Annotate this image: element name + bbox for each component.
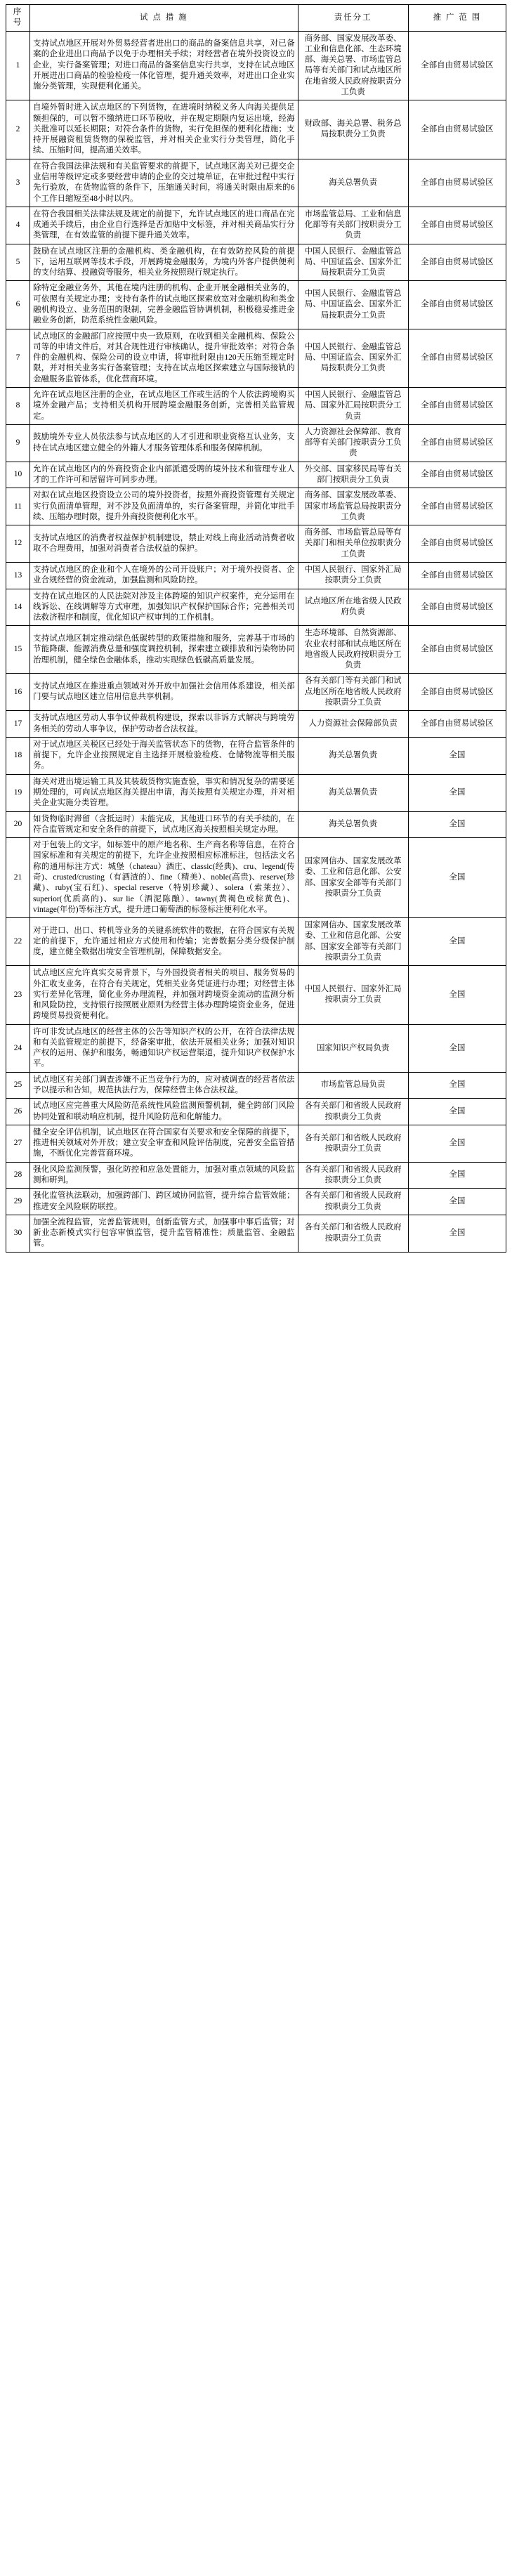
row-responsibility: 国家知识产权局负责 xyxy=(298,1024,408,1072)
row-responsibility: 市场监管总局负责 xyxy=(298,1072,408,1099)
row-measure: 在符合我国法律法规和有关监管要求的前提下，试点地区海关对已提交企业信用等级评定或多要经营申请的企业的交过境单证，在审批过程中实行先行验放，在货物监管的条件下，压缩通关时间，将通关时限由原来的6个工作日缩短至48小时以内。 xyxy=(30,159,298,207)
row-responsibility: 人力资源社会保障部、教育部等有关部门按职责分工负责 xyxy=(298,424,408,462)
table-row xyxy=(6,811,506,838)
row-measure: 支持试点地区在推进重点领域对外开放中加强社会信用体系建设，相关部门要与试点地区建立信用信息共享机制。 xyxy=(30,674,298,711)
table-row xyxy=(6,966,506,1024)
table-row xyxy=(6,159,506,207)
row-scope: 全部自由贸易试验区 xyxy=(408,424,506,462)
table-row xyxy=(6,388,506,425)
row-responsibility: 各有关部门和省级人民政府按职责分工负责 xyxy=(298,1162,408,1189)
row-measure: 强化监管执法联动，加强跨部门、跨区域协同监管，提升综合监管效能；推进安全风险联防联控。 xyxy=(30,1189,298,1215)
table-row xyxy=(6,281,506,329)
row-measure: 自境外暂时进入试点地区的下列货物，在进境时纳税义务人向海关提供足额担保的，可以暂不缴纳进口环节税收，并在规定期限内复运出境，经海关批准可以延长期限；对符合条件的货物，实行免担保的便利化措施；支持开展融资租赁货物的保税监管，并对相关企业实行分类管理，简化手续、压缩时间，提高通关效率。 xyxy=(30,100,298,159)
row-measure: 鼓励在试点地区注册的金融机构、类金融机构，在有效防控风险的前提下，运用互联网等技术手段，开展跨境金融服务，为境内外客户提供便利的支付结算、投融资等服务，相关业务按照现行规定执行。 xyxy=(30,244,298,281)
table-row xyxy=(6,1024,506,1072)
row-scope: 全部自由贸易试验区 xyxy=(408,488,506,525)
row-responsibility: 国家网信办、国家发展改革委、工业和信息化部、公安部、国家安全部等有关部门按职责分工负责 xyxy=(298,838,408,918)
row-measure: 试点地区的金融部门应按照中央一致原则，在收到相关金融机构、保险公司等的申请文件后，对其合规性进行审核确认，提升审批效率；对符合条件的金融机构、保险公司的设立申请，将审批时限由120天压缩至规定时限，并对相关业务实行备案管理；支持在试点地区探索建立与国际接轨的金融服务监管体系，优化营商环境。 xyxy=(30,329,298,387)
row-scope: 全部自由贸易试验区 xyxy=(408,589,506,626)
table-row xyxy=(6,525,506,563)
row-measure: 海关对进出境运输工具及其装载货物实施查验，事实和情况复杂的需要延期处理的，可向试点地区海关提出申请，海关按照有关规定办理，并对相关企业实施分类管理。 xyxy=(30,774,298,811)
row-responsibility: 商务部、国家发展改革委、工业和信息化部、生态环境部、海关总署、市场监管总局等有关部门和试点地区所在地省级人民政府按职责分工负责 xyxy=(298,31,408,100)
column-header-responsibility: 责任分工 xyxy=(298,5,408,32)
row-responsibility: 各有关部门等有关部门和试点地区所在地省级人民政府按职责分工负责 xyxy=(298,674,408,711)
row-index: 2 xyxy=(6,100,30,159)
row-scope: 全国 xyxy=(408,774,506,811)
row-measure: 试点地区应完善重大风险防范系统性风险监测预警机制，健全跨部门风险协同处置和联动响应机制，提升风险防范和化解能力。 xyxy=(30,1099,298,1125)
row-scope: 全部自由贸易试验区 xyxy=(408,159,506,207)
table-row xyxy=(6,918,506,966)
row-responsibility: 中国人民银行、金融监管总局、国家外汇局按职责分工负责 xyxy=(298,388,408,425)
row-responsibility: 中国人民银行、金融监管总局、中国证监会、国家外汇局按职责分工负责 xyxy=(298,329,408,387)
table-row xyxy=(6,100,506,159)
row-responsibility: 试点地区所在地省级人民政府负责 xyxy=(298,589,408,626)
row-measure: 如货物临时滞留（含抵运时）未能完成，其他进口环节的有关手续的，在符合监管规定和安全条件的前提下，试点地区海关按照相关规定办理。 xyxy=(30,811,298,838)
row-scope: 全国 xyxy=(408,838,506,918)
table-row xyxy=(6,462,506,488)
row-index: 22 xyxy=(6,918,30,966)
row-responsibility: 中国人民银行、金融监管总局、中国证监会、国家外汇局按职责分工负责 xyxy=(298,281,408,329)
row-index: 23 xyxy=(6,966,30,1024)
row-measure: 对于包装上的文字，如标签中的原产地名称、生产商名称等信息，在符合国家标准和有关规定的前提下，允许企业按照相应标准标注，包括法文名称的通用标注方式：城堡（chateau）酒庄、classic(经典)、cru、legend(传奇)、crusted/crusting（有酒渣的）、fine（精美）、noble(高贵)、reserve(珍藏)、ruby(宝石红)、special reserve（特别珍藏）、solera（索莱拉）、superior(优质高的)、sur lie（酒泥陈酿）、tawny(黄褐色或棕黄色)、vintage(年份)等标注方式，提升进口葡萄酒的标签标注便利化水平。 xyxy=(30,838,298,918)
row-index: 17 xyxy=(6,711,30,738)
table-row xyxy=(6,488,506,525)
table-row xyxy=(6,1125,506,1162)
row-index: 19 xyxy=(6,774,30,811)
row-responsibility: 各有关部门和省级人民政府按职责分工负责 xyxy=(298,1125,408,1162)
row-measure: 试点地区有关部门调查涉嫌不正当竞争行为的，应对被调查的经营者依法予以提示和告知，规范执法行为，保障经营主体合法权益。 xyxy=(30,1072,298,1099)
row-scope: 全国 xyxy=(408,1024,506,1072)
column-header-scope: 推 广 范 围 xyxy=(408,5,506,32)
row-index: 5 xyxy=(6,244,30,281)
row-responsibility: 财政部、海关总署、税务总局按职责分工负责 xyxy=(298,100,408,159)
row-index: 1 xyxy=(6,31,30,100)
row-measure: 支持在试点地区的人民法院对涉及主体跨境的知识产权案件，充分运用在线诉讼、在线调解等方式审理，加强知识产权保护国际合作；完善相关司法救济程序和制度，优化知识产权审判的工作机制。 xyxy=(30,589,298,626)
row-index: 27 xyxy=(6,1125,30,1162)
row-index: 13 xyxy=(6,562,30,589)
row-index: 4 xyxy=(6,207,30,244)
row-scope: 全部自由贸易试验区 xyxy=(408,31,506,100)
row-measure: 许可非发试点地区的经营主体的公告等知识产权的公开，在符合法律法规和有关监管规定的前提下，经备案审批，依法开展相关业务；加强对知识产权的运用、保护和服务，畅通知识产权运营渠道，提升知识产权保护水平。 xyxy=(30,1024,298,1072)
row-index: 20 xyxy=(6,811,30,838)
row-measure: 允许在试点地区注册的企业，在试点地区工作或生活的个人依法跨境购买境外金融产品；支持相关机构开展跨境金融服务创新，完善相关监管规定。 xyxy=(30,388,298,425)
row-measure: 加强全流程监管，完善监管规则，创新监管方式，加强事中事后监管；对新业态新模式实行包容审慎监管，提升监管精准性；质量监管、金融监管。 xyxy=(30,1215,298,1252)
column-header-index: 序号 xyxy=(6,5,30,32)
row-responsibility: 各有关部门和省级人民政府按职责分工负责 xyxy=(298,1215,408,1252)
row-scope: 全部自由贸易试验区 xyxy=(408,100,506,159)
row-index: 30 xyxy=(6,1215,30,1252)
table-row xyxy=(6,1072,506,1099)
row-index: 26 xyxy=(6,1099,30,1125)
row-responsibility: 海关总署负责 xyxy=(298,774,408,811)
row-measure: 对于进口、出口、转机等业务的关键系统软件的数据，在符合国家有关规定的前提下，允许通过相应方式使用和传输；完善数据分类分级保护制度，建立健全数据出境安全管理机制，保障数据安全。 xyxy=(30,918,298,966)
row-scope: 全国 xyxy=(408,1125,506,1162)
row-responsibility: 商务部、国家发展改革委、国家市场监管总局按职责分工负责 xyxy=(298,488,408,525)
row-index: 10 xyxy=(6,462,30,488)
table-row xyxy=(6,626,506,674)
row-index: 15 xyxy=(6,626,30,674)
row-index: 14 xyxy=(6,589,30,626)
row-responsibility: 各有关部门和省级人民政府按职责分工负责 xyxy=(298,1189,408,1215)
row-responsibility: 生态环境部、自然资源部、农业农村部和试点地区所在地省级人民政府按职责分工负责 xyxy=(298,626,408,674)
row-scope: 全部自由贸易试验区 xyxy=(408,626,506,674)
row-responsibility: 海关总署负责 xyxy=(298,811,408,838)
row-scope: 全国 xyxy=(408,918,506,966)
row-scope: 全部自由贸易试验区 xyxy=(408,462,506,488)
row-scope: 全部自由贸易试验区 xyxy=(408,674,506,711)
row-index: 12 xyxy=(6,525,30,563)
table-row xyxy=(6,774,506,811)
row-measure: 除特定金融业务外，其他在境内注册的机构、企业开展金融相关业务的，可依照有关规定办理；支持有条件的试点地区探索放宽对金融机构和类金融机构设立、业务范围的限制，完善金融监管协调机制，积极稳妥推进金融业务创新，防范系统性金融风险。 xyxy=(30,281,298,329)
table-row xyxy=(6,589,506,626)
table-row xyxy=(6,1189,506,1215)
row-scope: 全部自由贸易试验区 xyxy=(408,281,506,329)
row-scope: 全国 xyxy=(408,1189,506,1215)
table-header-row xyxy=(6,5,506,32)
table-row xyxy=(6,207,506,244)
row-index: 9 xyxy=(6,424,30,462)
row-index: 6 xyxy=(6,281,30,329)
row-responsibility: 外交部、国家移民局等有关部门按职责分工负责 xyxy=(298,462,408,488)
row-measure: 试点地区应允许真实交易背景下，与外国投资者相关的项目、服务贸易的外汇收支业务，在符合有关规定，凭相关业务凭证进行办理；对经营主体实行差异化管理，简化业务办理流程，并加强对跨境资金流动的监测分析和风险防控，支持银行按照展业原则为经营主体办理跨境资金业务，促进跨境贸易投资便利化。 xyxy=(30,966,298,1024)
row-index: 18 xyxy=(6,737,30,774)
row-measure: 对拟在试点地区投资设立公司的境外投资者，按照外商投资管理有关规定实行负面清单管理，对不涉及负面清单的，实行备案管理，并简化审批手续、压缩办理时限，提升外商投资便利化水平。 xyxy=(30,488,298,525)
table-row xyxy=(6,1215,506,1252)
row-index: 28 xyxy=(6,1162,30,1189)
row-index: 3 xyxy=(6,159,30,207)
table-row xyxy=(6,329,506,387)
row-index: 24 xyxy=(6,1024,30,1072)
row-measure: 支持试点地区的企业和个人在境外的公司开设账户；对于境外投资者、企业合规经营的资金流动，加强监测和风险防控。 xyxy=(30,562,298,589)
row-scope: 全国 xyxy=(408,1099,506,1125)
row-scope: 全部自由贸易试验区 xyxy=(408,562,506,589)
row-scope: 全国 xyxy=(408,966,506,1024)
row-scope: 全部自由贸易试验区 xyxy=(408,525,506,563)
row-responsibility: 国家网信办、国家发展改革委、工业和信息化部、公安部、国家安全部等有关部门按职责分工负责 xyxy=(298,918,408,966)
table-row xyxy=(6,31,506,100)
row-measure: 支持试点地区的消费者权益保护机制建设，禁止对线上商业活动消费者收取不合理费用，加强对消费者合法权益的保护。 xyxy=(30,525,298,563)
table-row xyxy=(6,424,506,462)
row-scope: 全国 xyxy=(408,1072,506,1099)
row-index: 29 xyxy=(6,1189,30,1215)
row-index: 25 xyxy=(6,1072,30,1099)
row-scope: 全部自由贸易试验区 xyxy=(408,244,506,281)
row-responsibility: 各有关部门和省级人民政府按职责分工负责 xyxy=(298,1099,408,1125)
row-scope: 全部自由贸易试验区 xyxy=(408,329,506,387)
row-measure: 强化风险监测预警，强化防控和应急处置能力，加强对重点领域的风险监测和研判。 xyxy=(30,1162,298,1189)
row-index: 7 xyxy=(6,329,30,387)
row-scope: 全部自由贸易试验区 xyxy=(408,207,506,244)
table-row xyxy=(6,711,506,738)
row-responsibility: 商务部、市场监管总局等有关部门和相关单位按职责分工负责 xyxy=(298,525,408,563)
row-measure: 在符合我国相关法律法规及规定的前提下，允许试点地区的进口商品在完成通关手续后，由企业自行选择是否加贴中文标签，并对相关商品实行分类管理，在有效监管的前提下提升通关效率。 xyxy=(30,207,298,244)
row-scope: 全国 xyxy=(408,1215,506,1252)
row-scope: 全国 xyxy=(408,811,506,838)
row-responsibility: 海关总署负责 xyxy=(298,159,408,207)
row-measure: 鼓励境外专业人员依法参与试点地区的人才引进和职业资格互认业务，支持在试点地区建立健全的外籍人才服务管理体系和服务保障机制。 xyxy=(30,424,298,462)
table-row xyxy=(6,244,506,281)
row-scope: 全国 xyxy=(408,737,506,774)
row-scope: 全国 xyxy=(408,1162,506,1189)
row-responsibility: 中国人民银行、国家外汇局按职责分工负责 xyxy=(298,966,408,1024)
row-measure: 健全安全评估机制，试点地区在符合国家有关要求和安全保障的前提下，推进相关领域对外开放；建立安全审查和风险评估制度，完善安全监管措施，不断优化完善营商环境。 xyxy=(30,1125,298,1162)
column-header-measure: 试 点 措 施 xyxy=(30,5,298,32)
row-responsibility: 海关总署负责 xyxy=(298,737,408,774)
row-index: 8 xyxy=(6,388,30,425)
row-index: 16 xyxy=(6,674,30,711)
row-scope: 全部自由贸易试验区 xyxy=(408,711,506,738)
table-row xyxy=(6,562,506,589)
row-responsibility: 中国人民银行、金融监管总局、中国证监会、国家外汇局按职责分工负责 xyxy=(298,244,408,281)
row-measure: 对于试点地区关税区已经处于海关监管状态下的货物，在符合监管条件的前提下，允许企业按照规定自主选择开展检验检疫、仓储物流等相关服务。 xyxy=(30,737,298,774)
row-index: 21 xyxy=(6,838,30,918)
row-measure: 支持试点地区开展对外贸易经营者进出口的商品的备案信息共享，对已备案的企业进出口商品予以免于办理相关手续；对经营者在境外投资设立的企业，实行备案管理；对进口商品的备案信息实行共享，支持在试点地区开展进出口商品的检验检疫一体化管理，提升通关效率，对进出口企业实施分类管理，实现便利化通关。 xyxy=(30,31,298,100)
table-header xyxy=(6,5,506,32)
table-row xyxy=(6,737,506,774)
row-responsibility: 人力资源社会保障部负责 xyxy=(298,711,408,738)
row-measure: 支持试点地区制定推动绿色低碳转型的政策措施和服务，完善基于市场的节能降碳、能源消费总量和强度调控机制，探索建立碳排放和污染物协同治理机制，健全绿色金融体系，推动实现绿色低碳高质量发展。 xyxy=(30,626,298,674)
table-row xyxy=(6,838,506,918)
table-row xyxy=(6,1162,506,1189)
row-responsibility: 市场监管总局、工业和信息化部等有关部门按职责分工负责 xyxy=(298,207,408,244)
row-measure: 允许在试点地区内的外商投资企业内部派遣受聘的境外技术和管理专业人才的工作许可和居留许可同步办理。 xyxy=(30,462,298,488)
row-index: 11 xyxy=(6,488,30,525)
table-row xyxy=(6,1099,506,1125)
table-body xyxy=(6,31,506,1252)
policy-measures-table xyxy=(6,4,506,1253)
table-row xyxy=(6,674,506,711)
row-scope: 全部自由贸易试验区 xyxy=(408,388,506,425)
row-responsibility: 中国人民银行、国家外汇局按职责分工负责 xyxy=(298,562,408,589)
document-page xyxy=(0,0,512,1260)
row-measure: 支持试点地区劳动人事争议仲裁机构建设，探索以非诉方式解决与跨境劳务相关的劳动人事争议，保护劳动者合法权益。 xyxy=(30,711,298,738)
